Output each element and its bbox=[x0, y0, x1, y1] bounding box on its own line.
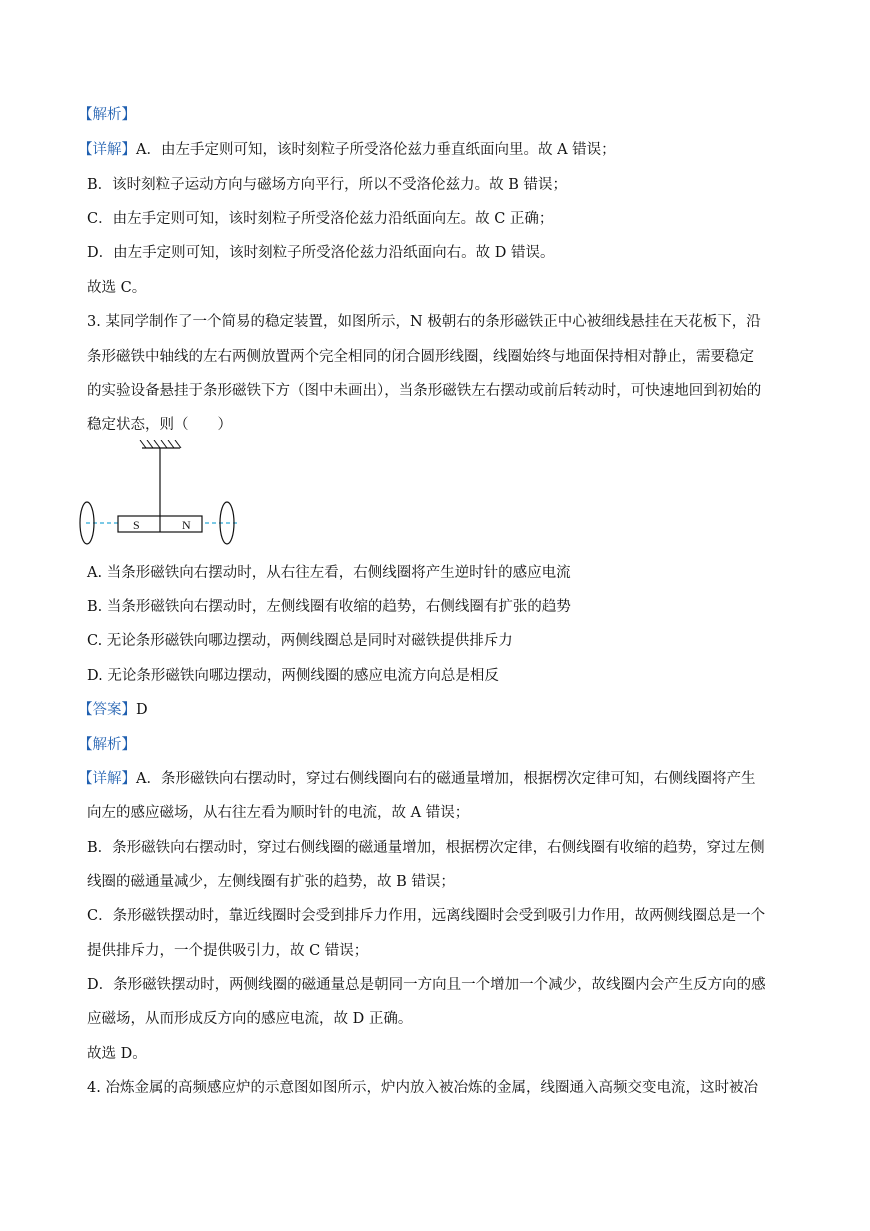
detail-line: C．条形磁铁摆动时，靠近线圈时会受到排斥力作用，远离线圈时会受到吸引力作用，故两侧线圈总是一个 bbox=[87, 908, 766, 924]
question-stem-line: 的实验设备悬挂于条形磁铁下方（图中未画出），当条形磁铁左右摆动或前后转动时，可快速地回到初始的 bbox=[87, 383, 762, 399]
conclusion: 故选 C。 bbox=[87, 280, 147, 296]
option-a: A. 当条形磁铁向右摆动时，从右往左看，右侧线圈将产生逆时针的感应电流 bbox=[87, 565, 571, 581]
question-stem-line: 稳定状态，则（ ） bbox=[87, 417, 232, 433]
answer-line bbox=[78, 700, 148, 720]
question-stem-line: 条形磁铁中轴线的左右两侧放置两个完全相同的闭合圆形线圈，线圈始终与地面保持相对静止，需要稳定 bbox=[87, 349, 754, 365]
detail-line: 提供排斥力，一个提供吸引力，故 C 错误； bbox=[87, 943, 369, 959]
detail-line: D．条形磁铁摆动时，两侧线圈的磁通量总是朝同一方向且一个增加一个减少，故线圈内会产生反方向的感 bbox=[87, 977, 766, 993]
ceiling-mount bbox=[140, 440, 181, 448]
detail-text: A．由左手定则可知，该时刻粒子所受洛伦兹力垂直纸面向里。故 A 错误； bbox=[136, 142, 616, 158]
detail-line: 线圈的磁通量减少，左侧线圈有扩张的趋势，故 B 错误； bbox=[87, 874, 455, 890]
option-d: D. 无论条形磁铁向哪边摆动，两侧线圈的感应电流方向总是相反 bbox=[87, 668, 499, 684]
option-b-explanation: B．该时刻粒子运动方向与磁场方向平行，所以不受洛伦兹力。故 B 错误； bbox=[87, 177, 568, 193]
detail-line bbox=[78, 140, 616, 160]
analysis-tag: 【解析】 bbox=[78, 107, 136, 123]
option-c-explanation: C．由左手定则可知，该时刻粒子所受洛伦兹力沿纸面向左。故 C 正确； bbox=[87, 211, 554, 227]
magnet-coil-diagram bbox=[76, 440, 246, 552]
detail-line: 向左的感应磁场，从右往左看为顺时针的电流，故 A 错误； bbox=[87, 805, 470, 821]
analysis-tag: 【解析】 bbox=[78, 737, 136, 753]
option-d-explanation: D．由左手定则可知，该时刻粒子所受洛伦兹力沿纸面向右。故 D 错误。 bbox=[87, 245, 555, 261]
detail-tag: 【详解】 bbox=[78, 142, 136, 158]
south-pole-label: S bbox=[133, 518, 140, 532]
detail-text: A．条形磁铁向右摆动时，穿过右侧线圈向右的磁通量增加，根据楞次定律可知，右侧线圈将产生 bbox=[136, 771, 756, 787]
answer-tag: 【答案】 bbox=[78, 702, 136, 718]
option-c: C. 无论条形磁铁向哪边摆动，两侧线圈总是同时对磁铁提供排斥力 bbox=[87, 633, 513, 649]
conclusion: 故选 D。 bbox=[87, 1046, 147, 1062]
north-pole-label: N bbox=[182, 518, 191, 532]
question-stem-line: 4. 冶炼金属的高频感应炉的示意图如图所示，炉内放入被冶炼的金属，线圈通入高频交变电流，这时被冶 bbox=[87, 1080, 758, 1096]
question-stem-line: 3. 某同学制作了一个简易的稳定装置，如图所示，N 极朝右的条形磁铁正中心被细线悬挂在天花板下，沿 bbox=[87, 314, 761, 330]
detail-line bbox=[78, 769, 755, 789]
detail-tag: 【详解】 bbox=[78, 771, 136, 787]
detail-line: 应磁场，从而形成反方向的感应电流，故 D 正确。 bbox=[87, 1011, 413, 1027]
answer-value: D bbox=[136, 702, 148, 718]
option-b: B. 当条形磁铁向右摆动时，左侧线圈有收缩的趋势，右侧线圈有扩张的趋势 bbox=[87, 599, 571, 615]
detail-line: B．条形磁铁向右摆动时，穿过右侧线圈的磁通量增加，根据楞次定律，右侧线圈有收缩的趋势，穿过左侧 bbox=[87, 840, 765, 856]
